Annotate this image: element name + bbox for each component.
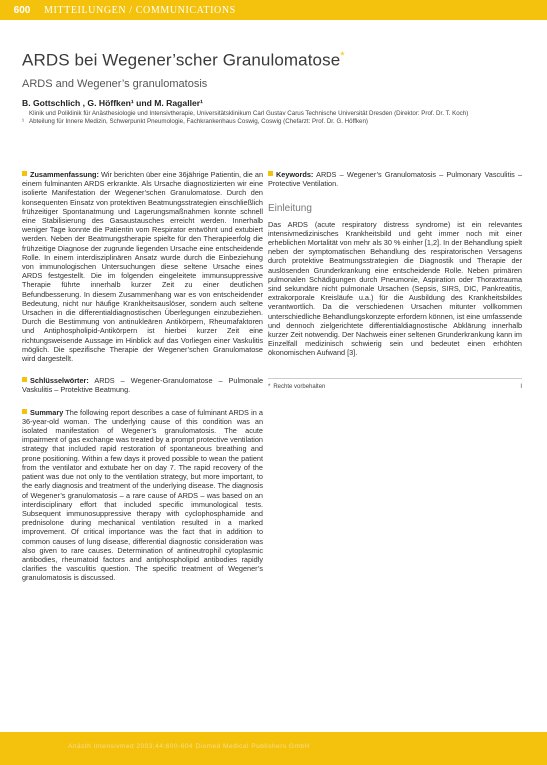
footnote-text: Rechte vorbehalten xyxy=(273,383,326,390)
abstract-german-label: Zusammenfassung: xyxy=(30,170,99,179)
affiliations xyxy=(22,110,532,126)
bullet-square-icon xyxy=(22,377,27,382)
keywords-german xyxy=(22,376,263,394)
section-title: MITTEILUNGEN / COMMUNICATIONS xyxy=(44,4,236,16)
article-subtitle: ARDS and Wegener’s granulomatosis xyxy=(22,77,208,90)
article-authors: B. Gottschlich , G. Höffken¹ und M. Ragaller¹ xyxy=(22,97,203,108)
introduction-heading: Einleitung xyxy=(268,203,312,215)
keywords-german-text: ARDS – Wegener-Granulomatose – Pulmonale Vaskulitis – Protektive Beatmung. xyxy=(22,376,264,395)
footnote-tail: I xyxy=(520,383,522,390)
abstract-german xyxy=(22,170,263,363)
header-bar xyxy=(0,0,547,20)
affiliation-text: Abteilung für Innere Medizin, Schwerpunkt Pneumologie, Fachkrankenhaus Coswig, Coswig (Chefarzt: Prof. Dr. G. Höffken) xyxy=(29,117,368,125)
left-column xyxy=(22,170,263,596)
affiliation xyxy=(22,110,532,118)
introduction-text: Das ARDS (acute respiratory distress syndrome) ist ein relevantes intensivmedizinisches Krankheitsbild und geht immer noch mit einer erheblichen Mortalität von mehr als 30 % einher [1,2]. In der Behandlung spielt neben der symptomatischen Behandlung des respiratorischen Versagens durch protektive Beatmungsstrategien die Diagnostik und Therapie der auslösenden Grunderkrankung eine entscheidende Rolle. Neben primären pulmonalen Schädigungen durch Pneumonie, Aspiration oder Thoraxtrauma sind sekundäre nicht pulmonale Ursachen (Sepsis, SIRS, DIC, Pankreatitis, extrakorporale Kreisläufe u.a.) für die Ausbildung des Krankheitsbildes verantwortlich. Da die verschiedenen Ursachen mitunter vollkommen unterschiedliche Behandlungskonzepte erfordern können, ist eine umfassende und dennoch zielgerichtete differentialdiagnostische Abklärung innerhalb kurzer Zeit notwendig. Der Nachweis einer seltenen Grunderkrankung kann im Einzelfall medizinisch schwierig sein und bedeutet einen erhöhten ökonomischen Aufwand [3]. xyxy=(268,219,522,358)
abstract-german-text: Wir berichten über eine 36jährige Patientin, die an einem fulminanten ARDS erkrankte. Als Ursache diagnostizierten wir eine isolierte Manifestation der Wegener’schen Granulomatose. Durch den konsequenten Einsatz von protektiven Beatmungsstrategien einschließlich frühzeitiger Spontanatmung und Lagerungsmaßnahmen konnte schnell eine Stabilisierung des Gasaustausches erreicht werden. Innerhalb weniger Tage konnte die Patientin vom Respirator entwöhnt und extubiert werden. Neben der Beatmungstherapie spielte für den Therapieerfolg die frühzeitige Diagnose der zugrunde liegenden Ursache eine entscheidende Rolle. In einem interdisziplinären Ansatz wurde durch die Einbeziehung von immunologischen Untersuchungen diese seltene Ursache eines ARDS festgestellt. Die im folgenden eingeleitete immunsuppressive Therapie führte innerhalb kurzer Zeit zu einer deutlichen Befundbesserung. In diesem Zusammenhang war es von entscheidender Bedeutung, nicht nur häufige Krankheitsauslöser, sondern auch seltene Ursachen in die differentialdiagnostischen Überlegungen einzubeziehen. Durch die Bestimmung von antinukleären Antikörpern, Rheumafaktoren und Antiphospholipid-Antikörpern ist hierbei kurzer Zeit eine richtungsweisende Aussage im Hinblick auf das Vorliegen einer Vaskulitis möglich. Die spezifische Therapie der Wegener’schen Granulomatose wird dargestellt. xyxy=(22,170,263,364)
title-footnote-mark: * xyxy=(340,50,345,62)
title-block xyxy=(22,50,532,126)
keywords-german-label: Schlüsselwörter: xyxy=(30,376,89,386)
article-title xyxy=(22,50,532,71)
bullet-square-icon xyxy=(22,171,27,176)
footer-citation: Anästh Intensivmed 2003;44:600-604 Diomed Medical Publishers GmbH xyxy=(68,743,310,750)
bullet-square-icon xyxy=(22,409,27,414)
keywords-english xyxy=(268,170,522,188)
summary-english xyxy=(22,408,263,583)
footnote xyxy=(268,378,522,392)
footnote-mark: * xyxy=(268,383,271,390)
affiliation-mark: ¹ xyxy=(22,117,25,125)
article-title-text: ARDS bei Wegener’scher Granulomatose xyxy=(22,50,341,70)
keywords-english-text: ARDS – Wegener’s Granulomatosis – Pulmonary Vasculitis – Protective Ventilation. xyxy=(268,170,523,189)
summary-english-label: Summary xyxy=(30,407,64,417)
page-number: 600 xyxy=(13,4,31,16)
affiliation xyxy=(22,118,532,126)
affiliation-text: Klinik und Poliklinik für Anästhesiologie und Intensivtherapie, Universitätsklinikum Carl Gustav Carus Technische Universität Dresden (Direktor: Prof. Dr. T. Koch) xyxy=(29,109,469,117)
footnote-divider xyxy=(268,378,522,379)
keywords-english-label: Keywords: xyxy=(276,170,314,179)
summary-english-text: The following report describes a case of fulminant ARDS in a 36-year-old woman. The underlying cause of this condition was an isolated manifestation of Wegener’s granulomatosis. The acute impairment of gas exchange was treated by a prompt protective ventilation strategy that included rapid restoration of spontaneous breathing and prone positioning. Within a few days it proved possible to wean the patient from the ventilator and extubate her on day 7. The rapid recovery of the patient was due not only to the ventilation strategy, but more important, to the early diagnosis and treatment of the underlying disease. The diagnosis of Wegener’s granulomatosis – a rare cause of ARDS – was based on an interdisciplinary effort that included specific immunological tests. Subsequent immunosuppressive therapy with cyclophosphamide and prednisolone during mechanical ventilation resulted in a marked improvement. Of critical importance was the fact that in addition to common causes of lung disease, differential diagnostic consideration was also given to rare causes. Determination of antineutrophil cytoplasmic antibodies, rheumatoid factors and antiphospholipid antibodies rapidly clarifies the vasculitis question. The specific treatment of Wegener’s granulomatosis is discussed. xyxy=(22,407,263,583)
right-column xyxy=(268,170,522,392)
bullet-square-icon xyxy=(268,171,273,176)
